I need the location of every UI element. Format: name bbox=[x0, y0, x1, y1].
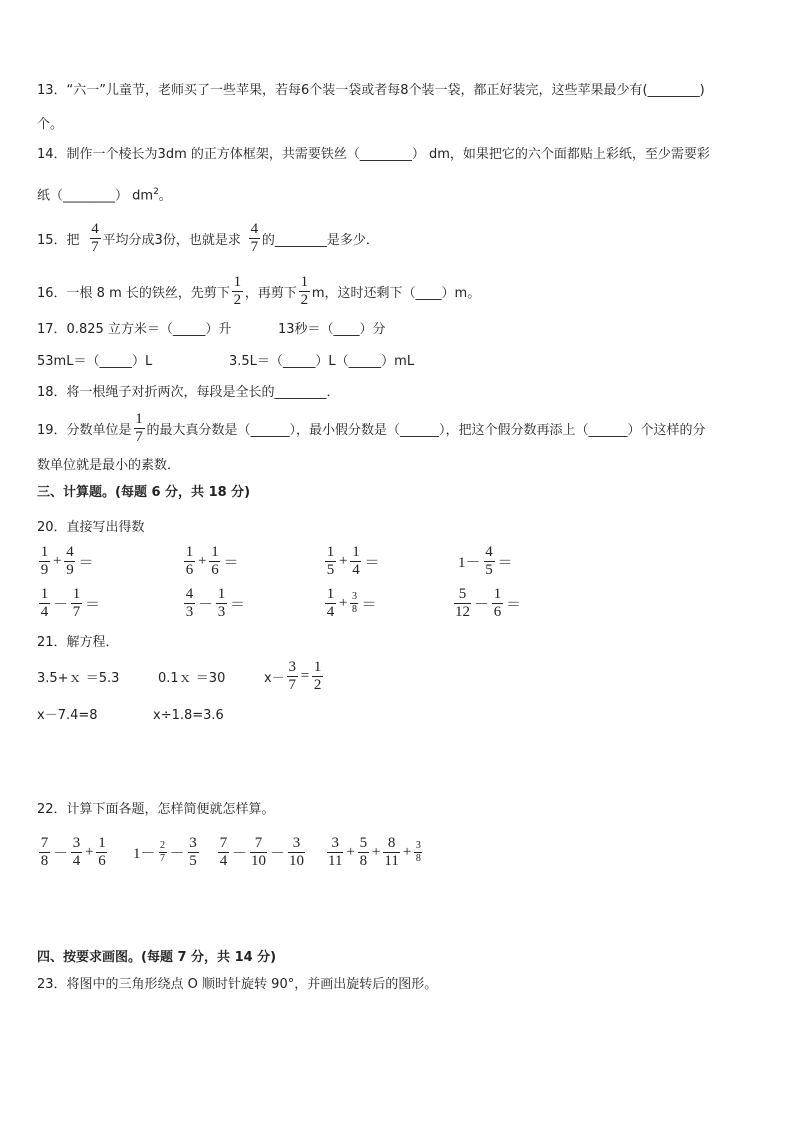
fraction: $\frac{5}{8}$ bbox=[359, 835, 368, 869]
q21-eq3: x－ $\frac{3}{7}$ = $\frac{1}{2}$ bbox=[264, 659, 322, 693]
fraction: $\frac{1}{4}$ bbox=[326, 586, 335, 620]
fraction: $\frac{1}{6}$ bbox=[493, 586, 502, 620]
fraction: $\frac{1}{6}$ bbox=[98, 835, 106, 869]
q19-line1 bbox=[37, 412, 706, 445]
fraction: $\frac{3}{5}$ bbox=[189, 835, 197, 869]
q15 bbox=[37, 222, 379, 255]
q16 bbox=[37, 275, 480, 308]
q15-text-c: 的________是多少． bbox=[261, 233, 379, 248]
q19-line2: 数单位就是最小的素数． bbox=[37, 458, 181, 473]
fraction: $\frac{4}{5}$ bbox=[485, 544, 493, 578]
q22-expr3: $\frac{7}{4}$ － $\frac{7}{10}$ － $\frac{3}{10}$ bbox=[219, 835, 305, 869]
q21-eq1: 3.5+ｘ ＝5.3 bbox=[37, 671, 120, 686]
q20-r2-c4: $\frac{5}{12}$ － $\frac{1}{6}$ ＝ bbox=[455, 586, 522, 620]
q14-sup: 2 bbox=[153, 187, 159, 197]
q19-fraction: $\frac{1}{7}$ bbox=[135, 411, 143, 445]
q21-eq4: x－7.4=8 bbox=[37, 708, 98, 723]
q20-r1-c3: $\frac{1}{5}$ + $\frac{1}{4}$ ＝ bbox=[326, 544, 380, 578]
q15-fraction-2: $\frac{4}{7}$ bbox=[250, 221, 259, 255]
fraction: $\frac{1}{5}$ bbox=[326, 544, 335, 578]
fraction: $\frac{1}{6}$ bbox=[211, 544, 219, 578]
q19-text-a: 19．分数单位是 bbox=[37, 423, 132, 438]
fraction: $\frac{1}{4}$ bbox=[352, 544, 360, 578]
q17-a: 17．0.825 立方米＝（_____）升 bbox=[37, 322, 232, 337]
q20-r2-c2: $\frac{4}{3}$ － $\frac{1}{3}$ ＝ bbox=[185, 586, 246, 620]
fraction: $\frac{8}{11}$ bbox=[384, 835, 399, 869]
q22-expr1: $\frac{7}{8}$ － $\frac{3}{4}$ + $\frac{1}{6}$ bbox=[40, 835, 106, 869]
q21-eq2: 0.1ｘ ＝30 bbox=[158, 671, 226, 686]
q20-r1-c1: $\frac{1}{9}$ + $\frac{4}{9}$ ＝ bbox=[40, 544, 94, 578]
fraction: $\frac{1}{3}$ bbox=[217, 586, 226, 620]
q20-r1-c2: $\frac{1}{6}$ + $\frac{1}{6}$ ＝ bbox=[185, 544, 239, 578]
q20-r2-c1: $\frac{1}{4}$ － $\frac{1}{7}$ ＝ bbox=[40, 586, 101, 620]
fraction: $\frac{5}{12}$ bbox=[455, 586, 470, 620]
fraction: $\frac{7}{4}$ bbox=[219, 835, 228, 869]
q15-fraction-1: $\frac{4}{7}$ bbox=[91, 221, 99, 255]
fraction: $\frac{1}{9}$ bbox=[40, 544, 49, 578]
q16-text-b: ，再剪下 bbox=[244, 286, 297, 301]
fraction: $\frac{2}{7}$ bbox=[160, 840, 166, 864]
q17-d: 3.5L＝（_____）L（_____）mL bbox=[229, 354, 415, 369]
section3-title: 三、计算题。(每题 6 分，共 18 分) bbox=[37, 485, 251, 500]
q16-fraction-1: $\frac{1}{2}$ bbox=[233, 274, 242, 308]
fraction: $\frac{1}{4}$ bbox=[40, 586, 49, 620]
fraction: $\frac{4}{9}$ bbox=[66, 544, 74, 578]
q18: 18．将一根绳子对折两次，每段是全长的________． bbox=[37, 385, 340, 400]
q16-text-c: m，这时还剩下（____）m。 bbox=[311, 286, 481, 301]
q14-line1: 14．制作一个棱长为3dm 的正方体框架，共需要铁丝（________） dm，如果把它的六个面都贴上彩纸，至少需要彩 bbox=[37, 147, 710, 162]
fraction: $\frac{3}{7}$ bbox=[288, 659, 296, 693]
q21-eq3-pre: x－ bbox=[264, 671, 285, 686]
section4-title: 四、按要求画图。(每题 7 分，共 14 分) bbox=[37, 950, 277, 965]
q21-title: 21．解方程． bbox=[37, 635, 119, 650]
q20-r2-c3: $\frac{1}{4}$ + $\frac{3}{8}$ ＝ bbox=[326, 586, 377, 620]
fraction: $\frac{1}{6}$ bbox=[185, 544, 194, 578]
q13-line2: 个。 bbox=[37, 117, 64, 132]
q15-text-a: 15．把 bbox=[37, 233, 80, 248]
q17-c: 53mL＝（_____）L bbox=[37, 354, 153, 369]
q15-text-b: 平均分成3份，也就是求 bbox=[102, 233, 241, 248]
fraction: $\frac{3}{11}$ bbox=[328, 835, 343, 869]
fraction: $\frac{4}{3}$ bbox=[185, 586, 194, 620]
fraction: $\frac{7}{8}$ bbox=[40, 835, 49, 869]
fraction: $\frac{3}{8}$ bbox=[351, 591, 357, 615]
q16-text-a: 16．一根 8 m 长的铁丝，先剪下 bbox=[37, 286, 230, 301]
q22-title: 22．计算下面各题，怎样简便就怎样算。 bbox=[37, 802, 275, 817]
q14-line2 bbox=[37, 183, 172, 205]
q16-fraction-2: $\frac{1}{2}$ bbox=[300, 274, 309, 308]
q23: 23．将图中的三角形绕点 O 顺时针旋转 90°，并画出旋转后的图形。 bbox=[37, 977, 438, 992]
q13-line1: 13．“六一”儿童节，老师买了一些苹果，若每6个装一袋或者每8个装一袋，都正好装完，这些苹果最少有(________) bbox=[37, 83, 705, 98]
fraction: $\frac{3}{4}$ bbox=[72, 835, 81, 869]
q22-expr2: 1－ $\frac{2}{7}$ － $\frac{3}{5}$ bbox=[133, 835, 197, 869]
q17-b: 13秒＝（____）分 bbox=[278, 322, 386, 337]
q20-title: 20．直接写出得数 bbox=[37, 520, 145, 535]
q20-r1-c4: 1－ $\frac{4}{5}$ ＝ bbox=[458, 544, 513, 578]
q21-eq5: x÷1.8=3.6 bbox=[153, 708, 224, 723]
fraction: $\frac{3}{8}$ bbox=[415, 840, 421, 864]
fraction: $\frac{3}{10}$ bbox=[289, 835, 305, 869]
q14-line2-end: 。 bbox=[158, 188, 172, 204]
q14-line2-text: 纸（________） dm bbox=[37, 188, 154, 204]
q19-text-b: 的最大真分数是（______），最小假分数是（______），把这个假分数再添上（______）个这样的分 bbox=[146, 423, 706, 438]
fraction: $\frac{1}{7}$ bbox=[72, 586, 81, 620]
fraction: $\frac{7}{10}$ bbox=[251, 835, 267, 869]
q22-expr4: $\frac{3}{11}$ + $\frac{5}{8}$ + $\frac{8}{11}$ + $\frac{3}{8}$ bbox=[328, 835, 421, 869]
fraction: $\frac{1}{2}$ bbox=[313, 659, 322, 693]
